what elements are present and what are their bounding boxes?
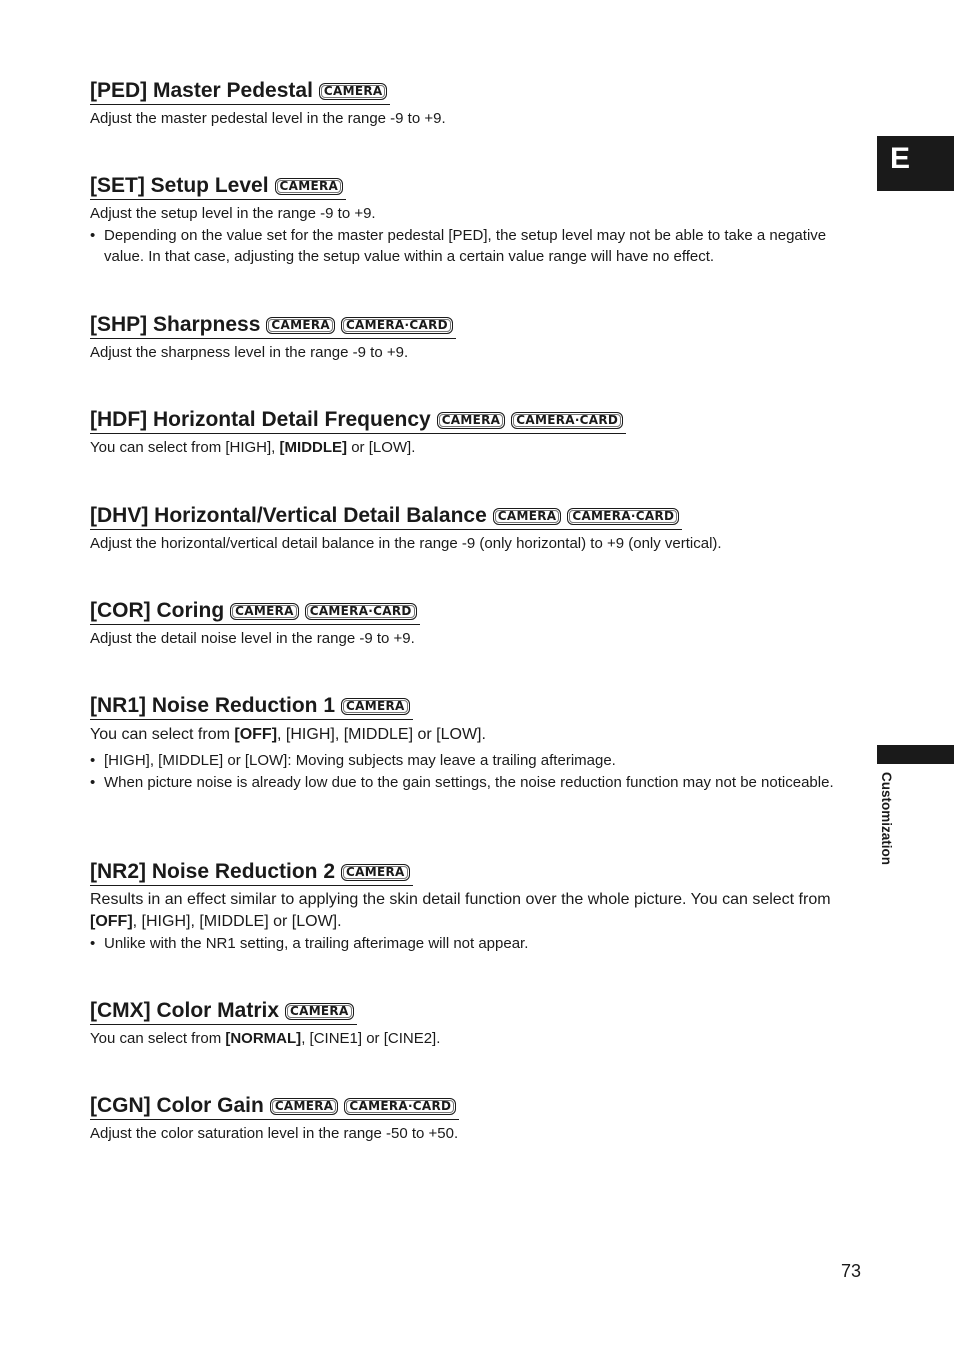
default-value: [NORMAL]: [225, 1030, 302, 1047]
section-heading: [90, 407, 626, 434]
default-value: [OFF]: [90, 913, 133, 930]
section-text: [90, 108, 850, 130]
camera-card-mode-badge: CAMERA·CARD: [511, 412, 623, 429]
text-run: Adjust the sharpness level in the range -9 to +9.: [90, 344, 409, 361]
bullet-item: • When picture noise is already low due to the gain settings, the noise reduction function may not be noticeable.: [90, 772, 850, 794]
text-run: Adjust the master pedestal level in the range -9 to +9.: [90, 110, 446, 127]
section-set: [90, 173, 850, 268]
camera-mode-badge: CAMERA: [275, 178, 344, 195]
page-number: 73: [841, 1261, 862, 1281]
section-heading: [90, 693, 413, 720]
default-value: [OFF]: [234, 726, 278, 743]
text-run: , [HIGH], [MIDDLE] or [LOW].: [132, 913, 342, 930]
section-title: [HDF] Horizontal Detail Frequency: [90, 408, 431, 431]
section-heading: [90, 859, 413, 886]
section-text: [90, 437, 850, 459]
bullet-item: • Depending on the value set for the master pedestal [PED], the setup level may not be able to take a negative value. In that case, adjusting the setup value within a certain value range will have no effect.: [90, 225, 850, 268]
section-text: [90, 628, 850, 650]
camera-mode-badge: CAMERA: [341, 698, 410, 715]
section-heading: [90, 503, 682, 530]
camera-card-mode-badge: CAMERA·CARD: [341, 317, 453, 334]
section-label-text: Customization: [879, 772, 894, 865]
camera-mode-badge: CAMERA: [285, 1003, 354, 1020]
section-title: [SHP] Sharpness: [90, 313, 261, 336]
section-heading: [90, 312, 456, 339]
section-ped: [90, 78, 850, 130]
camera-card-mode-badge: CAMERA·CARD: [305, 603, 417, 620]
section-hdf: [90, 407, 850, 459]
text-run: Adjust the color saturation level in the range -50 to +50.: [90, 1125, 459, 1142]
camera-mode-badge: CAMERA: [230, 603, 299, 620]
bullet-item: • [HIGH], [MIDDLE] or [LOW]: Moving subjects may leave a trailing afterimage.: [90, 750, 850, 772]
text-run: You can select from: [90, 726, 235, 743]
section-heading: [90, 598, 420, 625]
section-text: [90, 1028, 850, 1050]
text-run: or [LOW].: [347, 439, 416, 456]
camera-mode-badge: CAMERA: [266, 317, 335, 334]
section-title: [NR1] Noise Reduction 1: [90, 694, 336, 717]
camera-mode-badge: CAMERA: [341, 864, 410, 881]
text-run: Adjust the horizontal/vertical detail balance in the range -9 (only horizontal) to +9 (only vertical).: [90, 535, 722, 552]
chapter-letter: E: [890, 142, 911, 175]
section-nr1: [90, 693, 850, 793]
section-text: [90, 203, 850, 225]
camera-mode-badge: CAMERA: [493, 508, 562, 525]
section-heading: [90, 1093, 459, 1120]
camera-mode-badge: CAMERA: [319, 83, 388, 100]
section-shp: [90, 312, 850, 364]
text-run: Results in an effect similar to applying the skin detail function over the whole picture. You can select from: [90, 891, 831, 908]
section-text: [90, 889, 850, 933]
camera-card-mode-badge: CAMERA·CARD: [567, 508, 679, 525]
text-run: You can select from [HIGH],: [90, 439, 280, 456]
section-title: [CMX] Color Matrix: [90, 999, 279, 1022]
camera-card-mode-badge: CAMERA·CARD: [344, 1098, 456, 1115]
section-text: [90, 533, 850, 555]
section-text: [90, 723, 850, 746]
section-title: [COR] Coring: [90, 599, 225, 622]
section-heading: [90, 78, 390, 105]
text-run: Adjust the detail noise level in the range -9 to +9.: [90, 630, 415, 647]
bullet-item: • Unlike with the NR1 setting, a trailing afterimage will not appear.: [90, 933, 850, 955]
section-title: [SET] Setup Level: [90, 174, 269, 197]
section-title: [DHV] Horizontal/Vertical Detail Balance: [90, 504, 487, 527]
section-cgn: [90, 1093, 850, 1145]
section-text: [90, 342, 850, 364]
text-run: , [HIGH], [MIDDLE] or [LOW].: [277, 726, 486, 743]
section-heading: [90, 998, 357, 1025]
camera-mode-badge: CAMERA: [437, 412, 506, 429]
section-title: [CGN] Color Gain: [90, 1094, 264, 1117]
text-run: You can select from: [90, 1030, 226, 1047]
section-title: [PED] Master Pedestal: [90, 79, 313, 102]
text-run: Adjust the setup level in the range -9 to +9.: [90, 205, 376, 222]
section-label: [874, 772, 898, 884]
chapter-tab: [877, 136, 954, 191]
section-nr2: [90, 859, 850, 955]
default-value: [MIDDLE]: [279, 439, 348, 456]
section-heading: [90, 173, 346, 200]
section-dhv: [90, 503, 850, 555]
section-title: [NR2] Noise Reduction 2: [90, 860, 336, 883]
section-text: [90, 1123, 850, 1145]
section-cor: [90, 598, 850, 650]
section-marker-bar: [877, 745, 954, 764]
camera-mode-badge: CAMERA: [270, 1098, 339, 1115]
text-run: , [CINE1] or [CINE2].: [301, 1030, 441, 1047]
section-cmx: [90, 998, 850, 1050]
